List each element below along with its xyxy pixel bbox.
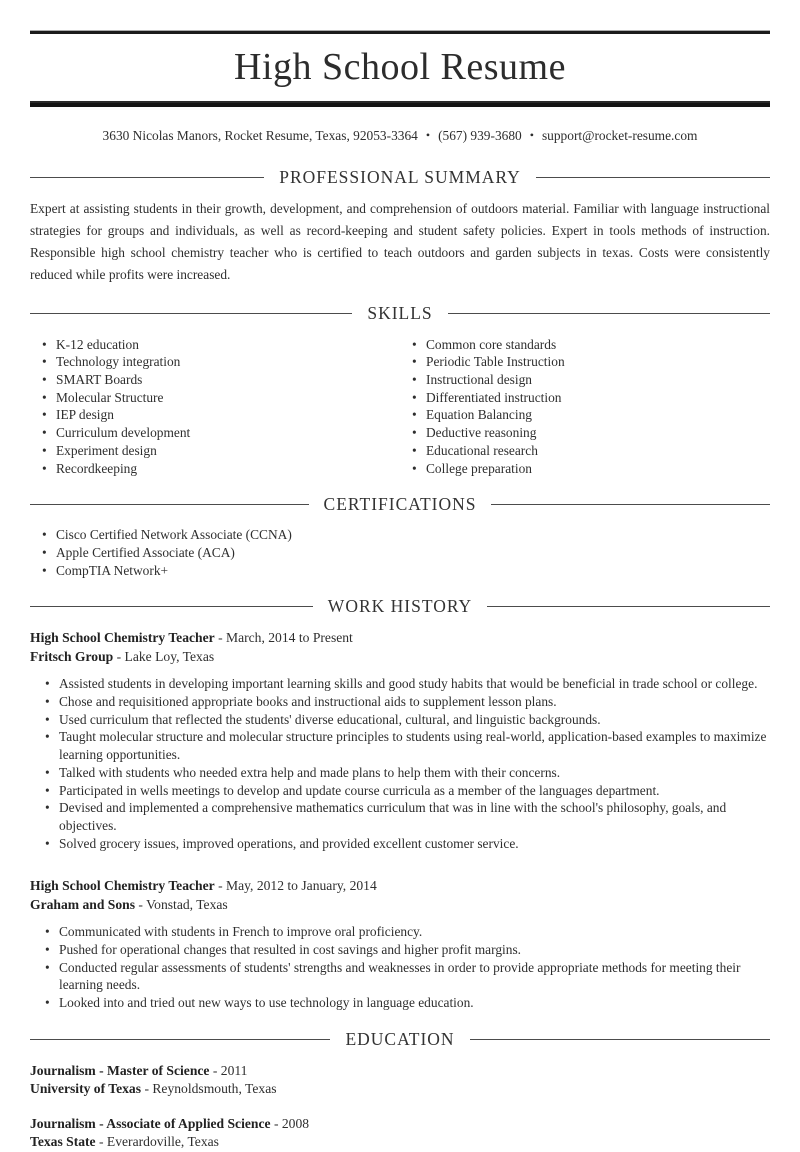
section-heading-certifications [30,494,770,515]
education-entry [30,1115,770,1152]
skill-item: • Instructional design [410,371,770,389]
heading-rule-left [30,1039,330,1040]
job-title: High School Chemistry Teacher [30,878,215,894]
summary-paragraph: Expert at assisting students in their growth, development, and comprehension of outdoors material. Familiar with language instructional strategies for groups and individuals, as well as record-keeping and student safety policies. Expert in tools methods of instruction. Responsible high school chemistry teacher who is certified to teach outdoors and garden subjects in texas. Costs were consistently reduced while profits were increased. [30,200,770,282]
skill-item: • K-12 education [40,336,400,354]
contact-phone: (567) 939-3680 [438,127,522,143]
skill-item: • IEP design [40,406,400,424]
education-degree-line [30,1115,770,1134]
heading-rule-left [30,504,309,505]
heading-rule-right [448,313,770,314]
certification-item: • Apple Certified Associate (ACA) [40,544,770,562]
section-heading-skills [30,303,770,324]
job-location: - Vonstad, Texas [138,896,228,912]
header-bottom-rule [30,101,770,107]
skill-item: • Educational research [410,442,770,460]
job-bullet: • Taught molecular structure and molecular structure principles to students using real-world, application-based examples to maximize learning opportunities. [43,728,770,763]
job-bullet: • Assisted students in developing important learning skills and good study habits that would be beneficial in trade school or college. [43,675,770,693]
job-title: High School Chemistry Teacher [30,630,215,646]
job-company-line [30,896,770,915]
job-entry [30,629,770,852]
job-company: Graham and Sons [30,896,136,912]
education-school: University of Texas [30,1081,142,1097]
skill-item: • Deductive reasoning [410,424,770,442]
education-school-line [30,1133,770,1152]
contact-line [30,128,770,144]
heading-rule-left [30,313,352,314]
heading-rule-right [536,177,770,178]
job-bullet: • Participated in wells meetings to develop and update course curricula as a member of the languages department. [43,782,770,800]
heading-rule-right [487,606,770,607]
skill-item: • Experiment design [40,442,400,460]
job-bullet: • Talked with students who needed extra help and made plans to help them with their concerns. [43,764,770,782]
skill-item: • Molecular Structure [40,389,400,407]
job-bullet: • Looked into and tried out new ways to use technology in language education. [43,994,770,1012]
skill-item: • Differentiated instruction [410,389,770,407]
job-bullet: • Devised and implemented a comprehensive mathematics curriculum that was in line with the school's philosophy, goals, and objectives. [43,799,770,834]
skill-item: • Technology integration [40,353,400,371]
skills-list-right [400,336,770,478]
skill-item: • Common core standards [410,336,770,354]
contact-address: 3630 Nicolas Manors, Rocket Resume, Texas, 92053-3364 [102,127,418,143]
contact-separator: • [425,127,431,142]
heading-rule-right [470,1039,770,1040]
heading-rule-right [491,504,770,505]
header-top-rule [30,30,770,34]
page-title: High School Resume [234,46,566,88]
job-dates: - March, 2014 to Present [218,630,353,646]
job-bullet-list [43,923,770,1012]
education-location: - Everardoville, Texas [99,1134,219,1150]
education-school: Texas State [30,1134,96,1150]
certifications-list [30,526,770,579]
contact-separator: • [529,127,534,142]
job-location: - Lake Loy, Texas [116,648,215,664]
section-title-skills: SKILLS [367,302,433,323]
education-location: - Reynoldsmouth, Texas [144,1081,277,1097]
education-year: - 2008 [273,1115,310,1131]
education-degree: Journalism - Associate of Applied Science [30,1115,271,1131]
section-title-certifications: CERTIFICATIONS [323,494,477,515]
skills-columns [30,336,770,478]
job-bullet-list [43,675,770,852]
job-bullet: • Conducted regular assessments of students' strengths and weaknesses in order to provide appropriate methods for meeting their learning needs. [43,959,770,994]
job-bullet: • Used curriculum that reflected the students' diverse educational, cultural, and linguistic backgrounds. [43,711,770,729]
section-heading-work-history [30,596,770,617]
contact-email: support@rocket-resume.com [541,127,698,143]
certification-item: • CompTIA Network+ [40,562,770,580]
job-company-line [30,648,770,667]
section-title-summary: PROFESSIONAL SUMMARY [279,166,521,187]
job-entry [30,877,770,1012]
education-degree: Journalism - Master of Science [30,1062,210,1078]
certification-item: • Cisco Certified Network Associate (CCNA) [40,526,770,544]
skill-item: • Equation Balancing [410,406,770,424]
section-heading-education [30,1029,770,1050]
skills-list-left [30,336,400,478]
skill-item: • SMART Boards [40,371,400,389]
heading-rule-left [30,177,264,178]
skill-item: • College preparation [410,460,770,478]
job-bullet: • Pushed for operational changes that resulted in cost savings and higher profit margins. [43,941,770,959]
education-degree-line [30,1062,770,1081]
heading-rule-left [30,606,313,607]
job-bullet: • Solved grocery issues, improved operations, and provided excellent customer service. [43,835,770,853]
section-title-work-history: WORK HISTORY [327,596,473,617]
skill-item: • Recordkeeping [40,460,400,478]
job-title-line [30,877,770,896]
skill-item: • Curriculum development [40,424,400,442]
job-title-line [30,629,770,648]
job-bullet: • Chose and requisitioned appropriate books and instructional aids to supplement lesson plans. [43,693,770,711]
skill-item: • Periodic Table Instruction [410,353,770,371]
education-school-line [30,1080,770,1099]
job-bullet: • Communicated with students in French to improve oral proficiency. [43,923,770,941]
section-heading-summary [30,167,770,188]
section-title-education: EDUCATION [345,1028,455,1049]
job-dates: - May, 2012 to January, 2014 [218,878,377,894]
education-entry [30,1062,770,1099]
job-company: Fritsch Group [30,648,114,664]
education-year: - 2011 [212,1062,248,1078]
